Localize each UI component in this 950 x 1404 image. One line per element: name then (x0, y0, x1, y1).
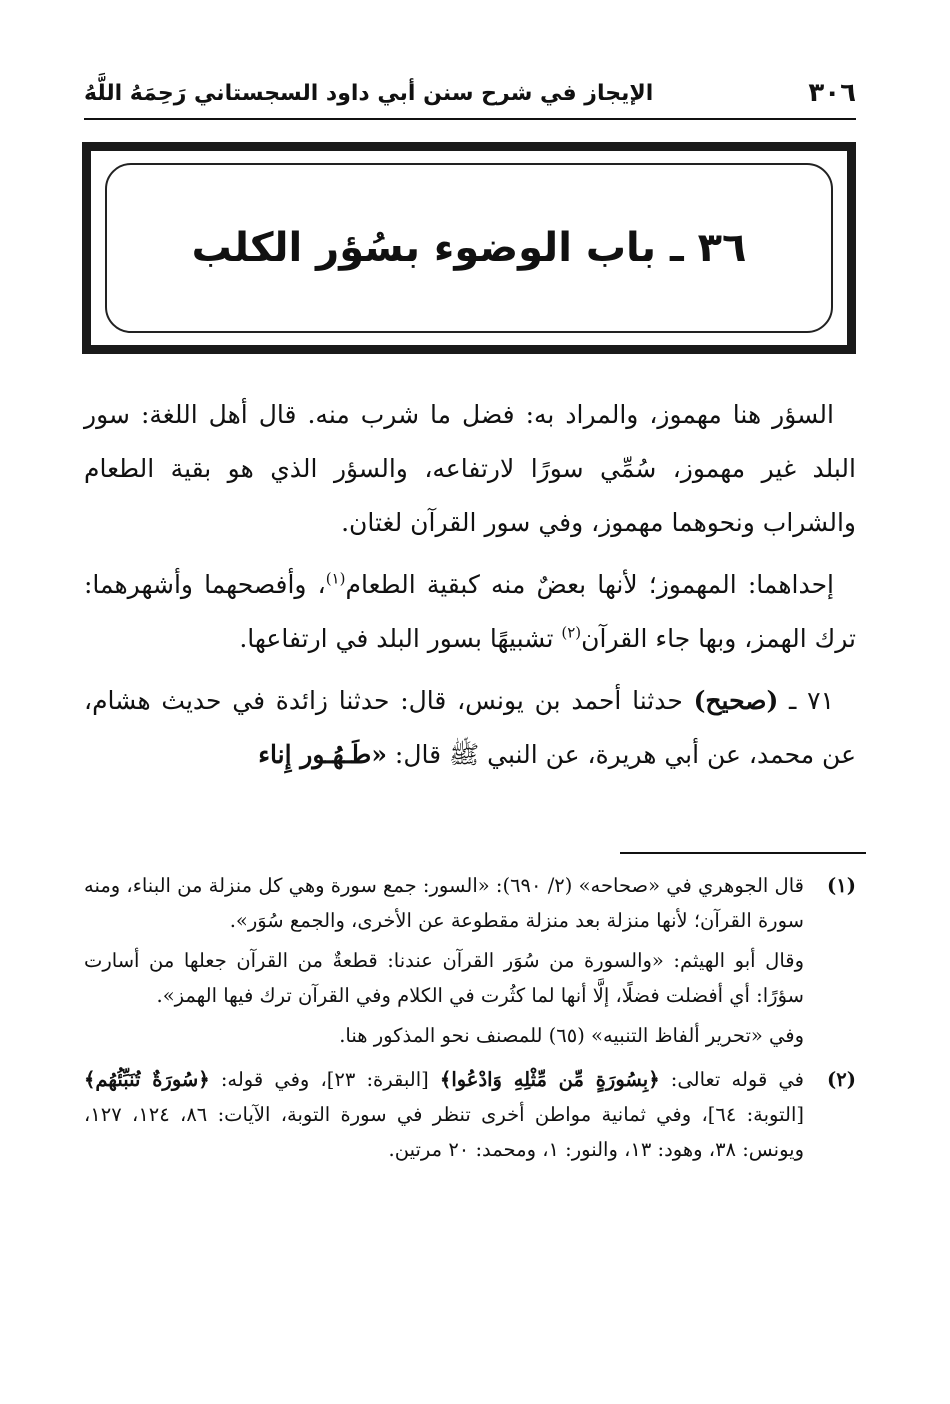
footnote-body (84, 1062, 804, 1172)
footnote-ref-1[interactable]: (١) (325, 569, 346, 588)
footnote-1 (84, 868, 856, 1058)
chapter-frame-inner (91, 151, 847, 345)
chapter-title: ٣٦ ـ باب الوضوء بسُؤر الكلب (191, 225, 747, 271)
paragraph-text: تشبيهًا بسور البلد في ارتفاعها. (239, 624, 562, 653)
footnote-paragraph: وقال أبو الهيثم: «والسورة من سُوَر القرآن عندنا: قطعةٌ من القرآن جعلها من أسارت سؤرًا: أي أفضلت فضلًا، إلَّا أنها لما كثُرت في الكلام وفي القرآن ترك فيها الهمز». (84, 949, 804, 1007)
footnote-text: [البقرة: ٢٣]، وفي قوله: (209, 1068, 440, 1091)
chapter-title-box (105, 163, 833, 333)
footnote-body (84, 868, 804, 1058)
footnotes (84, 868, 856, 1176)
hadith-chain: حدثنا أحمد بن يونس، قال: حدثنا زائدة في حديث هشام، عن محمد، عن أبي هريرة، عن النبي ﷺ قال: (84, 686, 856, 769)
footnote-paragraph: وفي «تحرير ألفاظ التنبيه» (٦٥) للمصنف نحو المذكور هنا. (339, 1024, 804, 1047)
footnote-paragraph: قال الجوهري في «صحاحه» (٢/ ٦٩٠): «السور: جمع سورة وهي كل منزلة من البناء، ومنه سورة القرآن؛ لأنها منزلة بعد منزلة مقطوعة عن الأخرى، والجمع سُوَر». (84, 874, 804, 932)
paragraph-text: ، وأفصحهما وأشهرهما: ترك الهمز، وبها جاء القرآن (84, 570, 856, 653)
footnote-2 (84, 1062, 856, 1172)
footnote-text: [التوبة: ٦٤]، وفي ثمانية مواطن أخرى تنظر في سورة التوبة، الآيات: ٨٦، ١٢٤، ١٢٧، ويونس: ٣٨، وهود: ١٣، والنور: ١، ومحمد: ٢٠ مرتين. (84, 1103, 804, 1161)
chapter-frame (82, 142, 856, 354)
paragraph-sour-variants (84, 558, 856, 666)
page-number: ٣٠٦ (808, 78, 856, 108)
running-title: الإيجاز في شرح سنن أبي داود السجستاني رَحِمَهُ اللَّهُ (84, 80, 654, 106)
footnote-number: (١) (827, 874, 856, 897)
main-text (84, 388, 856, 790)
quran-verse: ﴿سُورَةٌ تُنَبِّئُهُم﴾ (84, 1068, 210, 1091)
page-header (84, 70, 856, 116)
quran-verse: ﴿بِسُورَةٍ مِّن مِّثْلِهِ وَادْعُوا﴾ (439, 1068, 660, 1091)
footnote-ref-2[interactable]: (٢) (561, 623, 582, 642)
hadith-text: «طَـهُـور إِناء (258, 740, 387, 769)
footnote-text: في قوله تعالى: (659, 1068, 804, 1091)
hadith-number: ٧١ ـ (778, 686, 834, 715)
paragraph-text: إحداهما: المهموز؛ لأنها بعضٌ منه كبقية الطعام (345, 570, 834, 599)
paragraph-sour-definition: السؤر هنا مهموز، والمراد به: فضل ما شرب منه. قال أهل اللغة: سور البلد غير مهموز، سُمِّي سورًا لارتفاعه، والسؤر الذي هو بقية الطعام والشراب ونحوهما مهموز، وفي سور القرآن لغتان. (84, 400, 856, 537)
footnote-separator (620, 852, 866, 854)
hadith-71 (84, 674, 856, 782)
footnote-paragraph (84, 1062, 804, 1167)
footnote-number: (٢) (827, 1068, 856, 1091)
header-rule (84, 118, 856, 120)
hadith-grade: (صحيح) (693, 686, 779, 715)
